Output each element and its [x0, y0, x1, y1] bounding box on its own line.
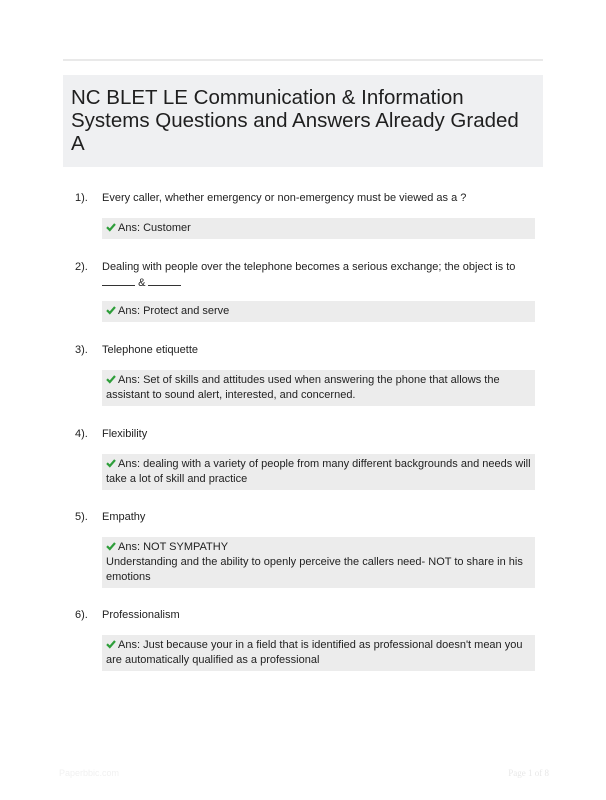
check-icon — [106, 541, 116, 551]
check-icon — [106, 458, 116, 468]
question-number: 1). — [75, 192, 88, 204]
question-item — [75, 343, 535, 406]
question-item — [75, 191, 535, 239]
question-text-part: Dealing with people over the telephone becomes a serious exchange; the object is to — [102, 261, 516, 273]
answer-text: Customer — [143, 222, 191, 234]
question-text: Empathy — [102, 511, 146, 523]
page-number: Page 1 of 8 — [508, 768, 549, 778]
question-number: 6). — [75, 609, 88, 621]
answer-text: Protect and serve — [143, 305, 230, 317]
answer-text: Set of skills and attitudes used when answering the phone that allows the assistant to sound alert, interested, and concerned. — [106, 374, 500, 401]
answer-box — [102, 635, 535, 671]
fill-blank — [148, 275, 181, 286]
answer-prefix: Ans: — [118, 222, 141, 234]
question-item — [75, 260, 535, 322]
answer-prefix: Ans: — [118, 458, 141, 470]
top-divider — [63, 59, 543, 61]
answer-box — [102, 370, 535, 406]
question-item — [75, 608, 535, 671]
answer-text: dealing with a variety of people from many different backgrounds and needs will take a lot of skill and practice — [106, 458, 531, 485]
answer-detail: Understanding and the ability to openly perceive the callers need- NOT to share in his emotions — [106, 556, 523, 583]
answer-prefix: Ans: — [118, 374, 141, 386]
answer-box — [102, 454, 535, 490]
question-text: Flexibility — [102, 428, 148, 440]
answer-box — [102, 301, 535, 322]
question-number: 3). — [75, 344, 88, 356]
question-text-part: & — [138, 277, 146, 289]
document-title: NC BLET LE Communication & Information Systems Questions and Answers Already Graded A — [71, 86, 519, 155]
check-icon — [106, 305, 116, 315]
question-item — [75, 510, 535, 588]
answer-box — [102, 218, 535, 239]
question-text: Telephone etiquette — [102, 344, 199, 356]
answer-text: Just because your in a field that is identified as professional doesn't mean you are automatically qualified as a professional — [106, 639, 523, 666]
answer-prefix: Ans: — [118, 639, 141, 651]
check-icon — [106, 639, 116, 649]
check-icon — [106, 222, 116, 232]
question-number: 2). — [75, 261, 88, 273]
question-number: 5). — [75, 511, 88, 523]
footer-watermark: Paperbbic.com — [59, 768, 120, 778]
question-text: Professionalism — [102, 609, 180, 621]
question-number: 4). — [75, 428, 88, 440]
question-text — [102, 260, 535, 291]
fill-blank — [102, 275, 135, 286]
answer-prefix: Ans: — [118, 305, 141, 317]
title-banner — [63, 75, 543, 167]
check-icon — [106, 374, 116, 384]
answer-text: NOT SYMPATHY — [143, 541, 229, 553]
answer-box — [102, 537, 535, 588]
question-text: Every caller, whether emergency or non-emergency must be viewed as a ? — [102, 192, 467, 204]
question-item — [75, 427, 535, 490]
answer-prefix: Ans: — [118, 541, 141, 553]
